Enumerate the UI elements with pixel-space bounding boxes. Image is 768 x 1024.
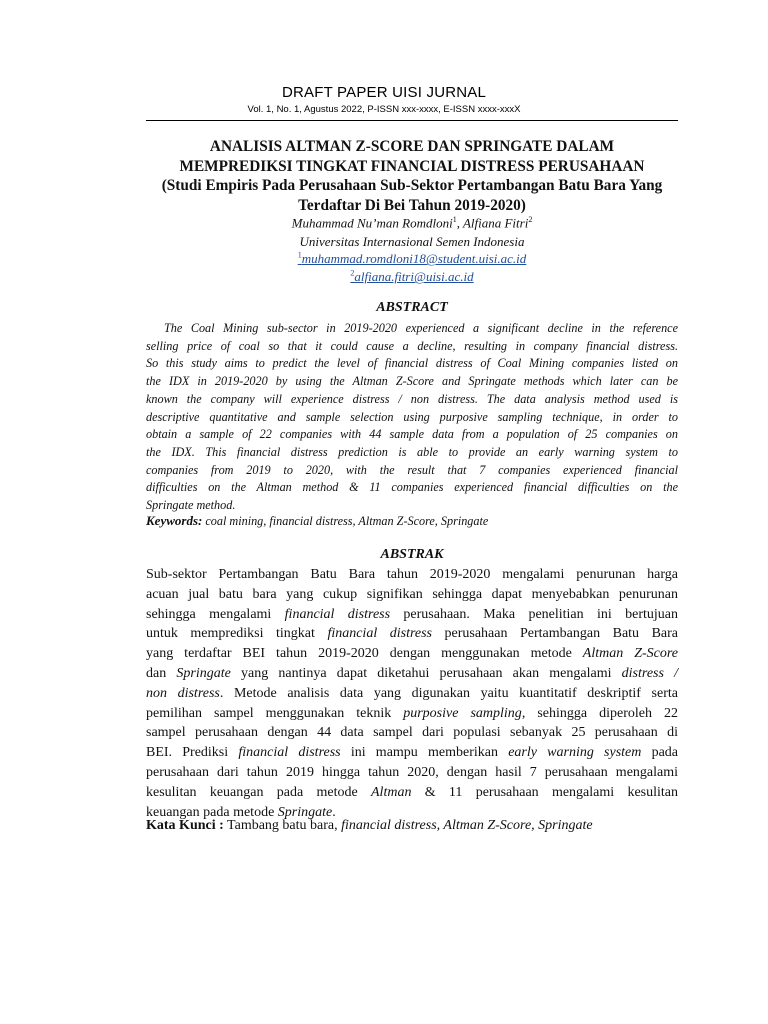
email-text: alfiana.fitri@uisi.ac.id	[354, 269, 474, 285]
abstrak-line: yang terdaftar BEI tahun 2019-2020 dengan menggunakan metode Altman Z-Score	[146, 646, 679, 662]
abstract-line: So this study aims to predict the level of financial distress of Coal Mining companies listed on	[146, 356, 678, 371]
abstract-line: The Coal Mining sub-sector in 2019-2020 experienced a significant decline in the reference	[164, 321, 678, 335]
abstrak-line: acuan jual batu bara yang cukup signifikan sehingga dapat menyebabkan penurunan	[146, 586, 678, 602]
affiliation: Universitas Internasional Semen Indonesia	[299, 234, 525, 249]
email-link[interactable]	[298, 251, 527, 266]
keywords	[146, 513, 678, 529]
abstrak-line: sehingga mengalami financial distress perusahaan. Maka penelitian ini bertujuan	[146, 606, 678, 622]
abstract-line: descriptive quantitative and sample selection using purposive sampling technique, in order to	[146, 409, 678, 424]
abstract-line: obtain a sample of 22 companies with 44 sample data from a population of 25 companies on	[146, 427, 678, 442]
abstract-line: selling price of coal so that it could cause a decline, resulting in company financial distress.	[146, 338, 678, 353]
abstrak-heading: ABSTRAK	[380, 547, 444, 562]
abstrak-line: BEI. Prediksi financial distress ini mampu memberikan early warning system pada	[146, 745, 679, 761]
journal-info: Vol. 1, No. 1, Agustus 2022, P-ISSN xxx-xxxx, E-ISSN xxxx-xxxX	[247, 104, 521, 115]
abstrak-line: keuangan pada metode Springate.	[146, 804, 336, 820]
abstract-heading: ABSTRACT	[376, 300, 448, 315]
author-name: Muhammad Nu’man Romdloni	[291, 215, 453, 231]
email-link[interactable]	[350, 269, 473, 284]
abstrak-line: perusahaan dari tahun 2019 hingga tahun 2020, dengan hasil 7 perusahaan mengalami	[146, 764, 678, 780]
author-separator: ,	[456, 215, 463, 231]
title-line: MEMPREDIKSI TINGKAT FINANCIAL DISTRESS PERUSAHAAN	[179, 157, 645, 175]
author-superscript: 2	[528, 215, 533, 224]
abstract-line: the IDX. This financial distress prediction is able to provide an early warning system to	[146, 444, 678, 459]
abstrak-line: sampel perusahaan dengan 44 data sampel dari populasi sebanyak 25 perusahaan di	[146, 725, 678, 741]
kata-kunci-label: Kata Kunci :	[146, 818, 224, 833]
email-text: muhammad.romdloni18@student.uisi.ac.id	[301, 251, 527, 267]
abstrak-line: non distress. Metode analisis data yang digunakan yaitu kuantitatif deskriptif serta	[146, 685, 678, 701]
author-name: Alfiana Fitri	[462, 215, 529, 231]
abstrak-line: pemilihan sampel menggunakan teknik purposive sampling, sehingga diperoleh 22	[146, 705, 678, 721]
abstract-line: the IDX in 2019-2020 by using the Altman Z-Score and Springate methods which later can be	[146, 374, 678, 389]
abstract-line: known the company will experience distress / non distress. The data analysis method used is	[146, 391, 678, 406]
abstract-body	[146, 320, 678, 515]
author-email	[146, 269, 678, 285]
author-email	[146, 251, 678, 267]
abstract-line: companies from 2019 to 2020, with the result that 7 companies experienced financial	[146, 462, 678, 477]
title-line: (Studi Empiris Pada Perusahaan Sub-Sektor Pertambangan Batu Bara Yang	[161, 177, 663, 194]
kata-kunci-plain: Tambang batu bara,	[223, 818, 342, 833]
abstract-line: difficulties on the Altman method & 11 companies experienced financial difficulties on the	[146, 480, 678, 495]
title-line: ANALISIS ALTMAN Z-SCORE DAN SPRINGATE DALAM	[209, 138, 615, 155]
journal-title: DRAFT PAPER UISI JURNAL	[281, 84, 487, 101]
title-line: Terdaftar Di Bei Tahun 2019-2020)	[298, 196, 526, 214]
keywords-label: Keywords:	[146, 513, 203, 528]
kata-kunci	[146, 818, 678, 834]
email-superscript: 1	[297, 251, 302, 260]
paper-title	[146, 137, 678, 215]
abstrak-line: dan Springate yang nantinya dapat diketahui perusahaan akan mengalami distress /	[146, 665, 679, 681]
kata-kunci-italic: financial distress, Altman Z-Score, Springate	[341, 818, 593, 833]
abstract-line: Springate method.	[146, 498, 236, 513]
author-superscript: 1	[452, 215, 457, 224]
email-superscript: 2	[350, 269, 355, 278]
keywords-value: coal mining, financial distress, Altman Z-Score, Springate	[202, 514, 489, 528]
abstrak-line: untuk memprediksi tingkat financial distress perusahaan Pertambangan Batu Bara	[146, 626, 678, 642]
author-list	[146, 215, 678, 231]
abstrak-line: kesulitan keuangan pada metode Altman & 11 perusahaan mengalami kesulitan	[146, 784, 678, 800]
abstrak-body	[146, 565, 678, 822]
header-rule	[146, 120, 678, 121]
abstrak-line: Sub-sektor Pertambangan Batu Bara tahun 2019-2020 mengalami penurunan harga	[146, 567, 678, 582]
